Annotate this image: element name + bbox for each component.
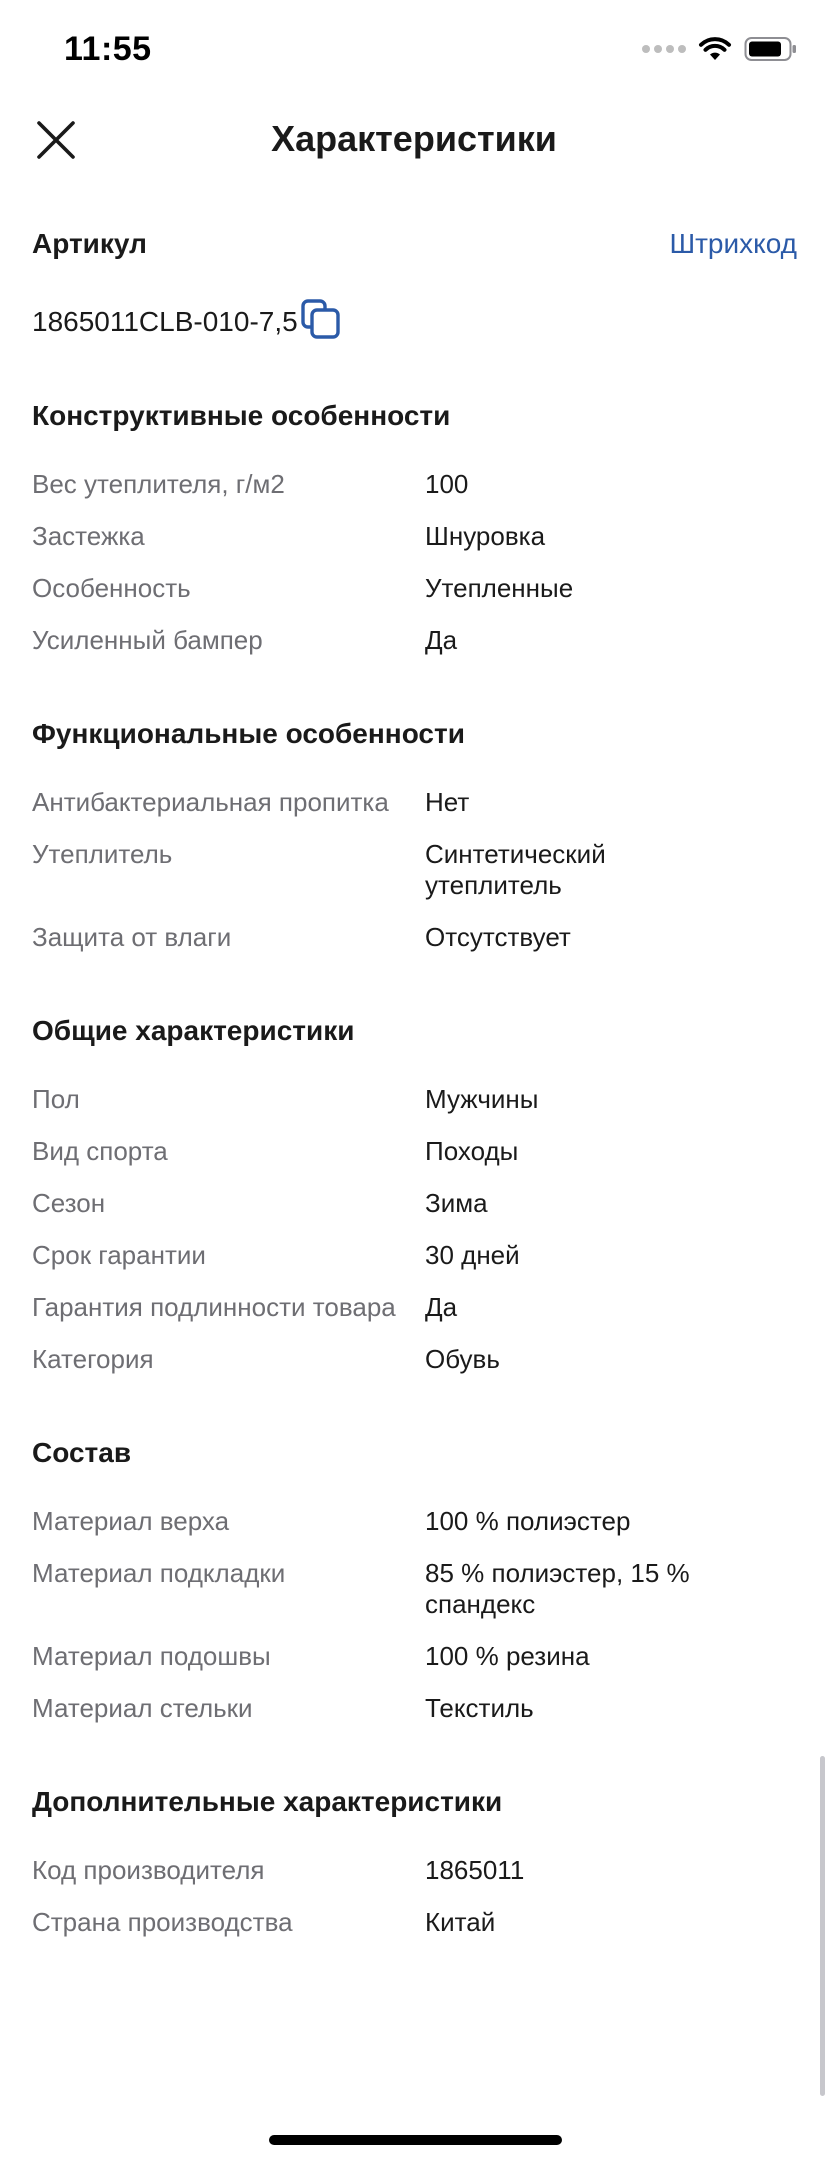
spec-row [32,1907,796,1938]
section-title: Дополнительные характеристики [32,1786,503,1817]
article-label: Артикул [32,228,147,259]
spec-value: Синтетический утеплитель [425,839,606,900]
section-composition [0,1436,828,1724]
spec-value: Зима [425,1188,488,1218]
spec-value: Шнуровка [425,521,546,551]
section-title: Конструктивные особенности [32,400,451,431]
spec-value: Утепленные [425,573,574,603]
section-constructive [0,399,828,656]
spec-row [32,1641,796,1672]
spec-row [32,839,796,901]
spec-row [32,573,796,604]
spec-row [32,521,796,552]
spec-row [32,1240,796,1271]
spec-row [32,469,796,500]
spec-row [32,1292,796,1323]
article-block [0,180,828,380]
spec-row [32,1558,796,1620]
spec-value: Походы [425,1136,519,1166]
status-bar [0,0,828,100]
spec-label: Материал верха [32,1506,230,1536]
wifi-icon [698,36,732,62]
page-title: Характеристики [271,118,557,159]
battery-icon [744,36,798,62]
section-additional [0,1785,828,1938]
status-indicators [642,34,798,64]
spec-row [32,1855,796,1886]
spec-value: 85 % полиэстер, 15 % спандекс [425,1558,690,1619]
spec-label: Срок гарантии [32,1240,206,1270]
spec-row [32,1506,796,1537]
spec-value: Китай [425,1907,496,1937]
spec-label: Сезон [32,1188,106,1218]
spec-label: Вид спорта [32,1136,168,1166]
spec-value: 100 % полиэстер [425,1506,631,1536]
barcode-link[interactable]: Штрихкод [669,228,797,259]
spec-value: Нет [425,787,470,817]
home-indicator[interactable] [269,2135,562,2145]
signal-icon [642,45,686,53]
nav-bar [0,100,828,180]
spec-value: Отсутствует [425,922,571,952]
spec-label: Материал подошвы [32,1641,271,1671]
spec-label: Защита от влаги [32,922,232,952]
spec-label: Антибактериальная пропитка [32,787,389,817]
spec-label: Материал стельки [32,1693,253,1723]
spec-label: Категория [32,1344,154,1374]
spec-value: 100 % резина [425,1641,590,1671]
spec-row [32,1084,796,1115]
spec-label: Гарантия подлинности товара [32,1292,396,1322]
spec-value: Обувь [425,1344,500,1374]
spec-row [32,787,796,818]
spec-value: Да [425,625,458,655]
spec-row [32,1693,796,1724]
spec-label: Пол [32,1084,80,1114]
spec-label: Код производителя [32,1855,265,1885]
spec-value: 30 дней [425,1240,520,1270]
scroll-indicator[interactable] [820,1756,825,2096]
characteristics-content [0,180,828,1938]
section-title: Состав [32,1437,132,1468]
spec-value: 1865011 [425,1855,525,1885]
article-value: 1865011CLB-010-7,5 [32,306,298,337]
spec-row [32,1136,796,1167]
spec-row [32,1188,796,1219]
spec-label: Материал подкладки [32,1558,286,1588]
spec-row [32,922,796,953]
spec-label: Страна производства [32,1907,293,1937]
status-time: 11:55 [64,30,152,68]
spec-row [32,1344,796,1375]
spec-label: Застежка [32,521,145,551]
spec-label: Утеплитель [32,839,173,869]
spec-label: Усиленный бампер [32,625,263,655]
spec-value: 100 [425,469,469,499]
spec-label: Особенность [32,573,191,603]
copy-icon[interactable] [300,298,342,340]
spec-value: Текстиль [425,1693,534,1723]
section-functional [0,717,828,953]
spec-value: Да [425,1292,458,1322]
section-title: Общие характеристики [32,1015,355,1046]
spec-label: Вес утеплителя, г/м2 [32,469,285,499]
section-general [0,1014,828,1375]
spec-value: Мужчины [425,1084,539,1114]
spec-row [32,625,796,656]
section-title: Функциональные особенности [32,718,465,749]
